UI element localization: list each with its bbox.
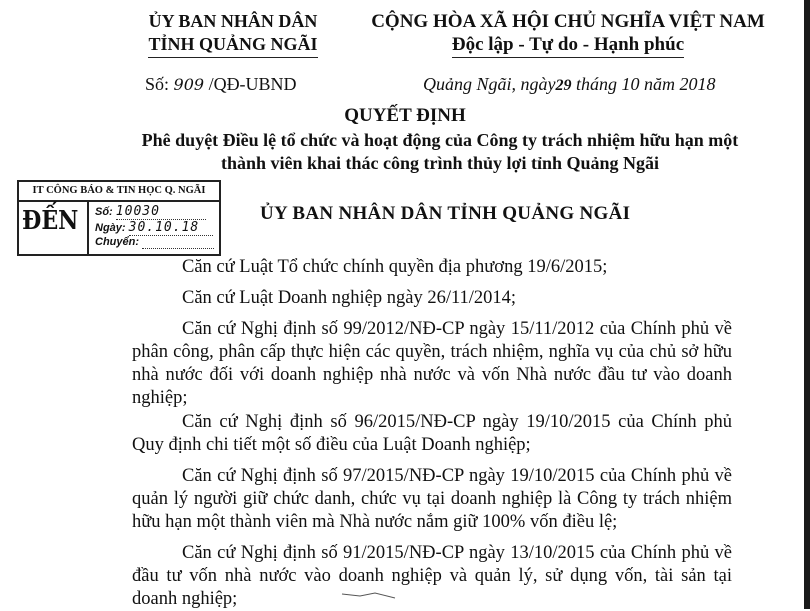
stamp-number-row	[95, 204, 206, 220]
pen-mark	[340, 590, 400, 600]
scan-edge	[804, 0, 810, 609]
legal-basis-paragraph: Căn cứ Luật Tổ chức chính quyền địa phương 19/6/2015;	[182, 257, 608, 277]
stamp-number-label: Số:	[95, 206, 113, 218]
stamp-date-value: 30.10.18	[128, 220, 200, 235]
national-header	[358, 10, 778, 58]
stamp-date-label: Ngày:	[95, 222, 126, 234]
date-day-handwritten: 29	[555, 77, 572, 94]
stamp-received-label: ĐẾN	[22, 206, 79, 236]
stamp-forward-row	[95, 236, 214, 249]
nation-line-1: CỘNG HÒA XÃ HỘI CHỦ NGHĨA VIỆT NAM	[371, 11, 765, 32]
received-stamp	[17, 180, 221, 256]
doc-number-suffix: /QĐ-UBND	[208, 74, 297, 94]
stamp-number-value: 10030	[115, 204, 160, 219]
org-line-1: ỦY BAN NHÂN DÂN	[148, 11, 318, 31]
document-subtitle: Phê duyệt Điều lệ tổ chức và hoạt động của Công ty trách nhiệm hữu hạn một thành viên khai thác công trình thủy lợi tỉnh Quảng Ngãi	[141, 130, 739, 173]
org-line-2: TỈNH QUẢNG NGÃI	[148, 33, 317, 58]
stamp-divider	[87, 202, 89, 254]
decision-authority: ỦY BAN NHÂN DÂN TỈNH QUẢNG NGÃI	[260, 203, 631, 224]
issuing-authority-header	[118, 10, 348, 58]
legal-basis-paragraph: Căn cứ Nghị định số 91/2015/NĐ-CP ngày 13/10/2015 của Chính phủ về đầu tư vốn nhà nước vào doanh nghiệp và quản lý, sử dụng vốn, tài sản tại doanh nghiệp;	[132, 543, 732, 609]
stamp-date-row	[95, 220, 213, 236]
place-date-prefix: Quảng Ngãi, ngày	[423, 74, 556, 94]
place-and-date	[423, 74, 716, 95]
document-title: QUYẾT ĐỊNH	[344, 105, 466, 126]
place-date-suffix: tháng 10 năm 2018	[576, 74, 716, 94]
doc-number-prefix: Số:	[145, 74, 170, 94]
legal-basis-paragraph: Căn cứ Luật Doanh nghiệp ngày 26/11/2014;	[182, 288, 517, 308]
legal-basis-paragraph: Căn cứ Nghị định số 99/2012/NĐ-CP ngày 15/11/2012 của Chính phủ về phân công, phân cấp thực hiện các quyền, trách nhiệm, nghĩa vụ của chủ sở hữu nhà nước đối với doanh nghiệp nhà nước và vốn Nhà nước đầu tư vào doanh nghiệp;	[132, 319, 732, 408]
motto-line: Độc lập - Tự do - Hạnh phúc	[452, 33, 684, 58]
doc-number-handwritten: 909	[173, 75, 205, 94]
legal-basis-paragraph: Căn cứ Nghị định số 96/2015/NĐ-CP ngày 19/10/2015 của Chính phủ Quy định chi tiết một số điều của Luật Doanh nghiệp;	[132, 412, 732, 455]
stamp-header: IT CÔNG BÁO & TIN HỌC Q. NGÃI	[19, 182, 219, 202]
legal-basis-paragraph: Căn cứ Nghị định số 97/2015/NĐ-CP ngày 19/10/2015 của Chính phủ về quản lý người giữ chức danh, chức vụ tại doanh nghiệp là Công ty trách nhiệm hữu hạn một thành viên mà Nhà nước nắm giữ 100% vốn điều lệ;	[132, 466, 732, 532]
stamp-forward-label: Chuyển:	[95, 236, 139, 248]
document-number	[145, 74, 297, 95]
